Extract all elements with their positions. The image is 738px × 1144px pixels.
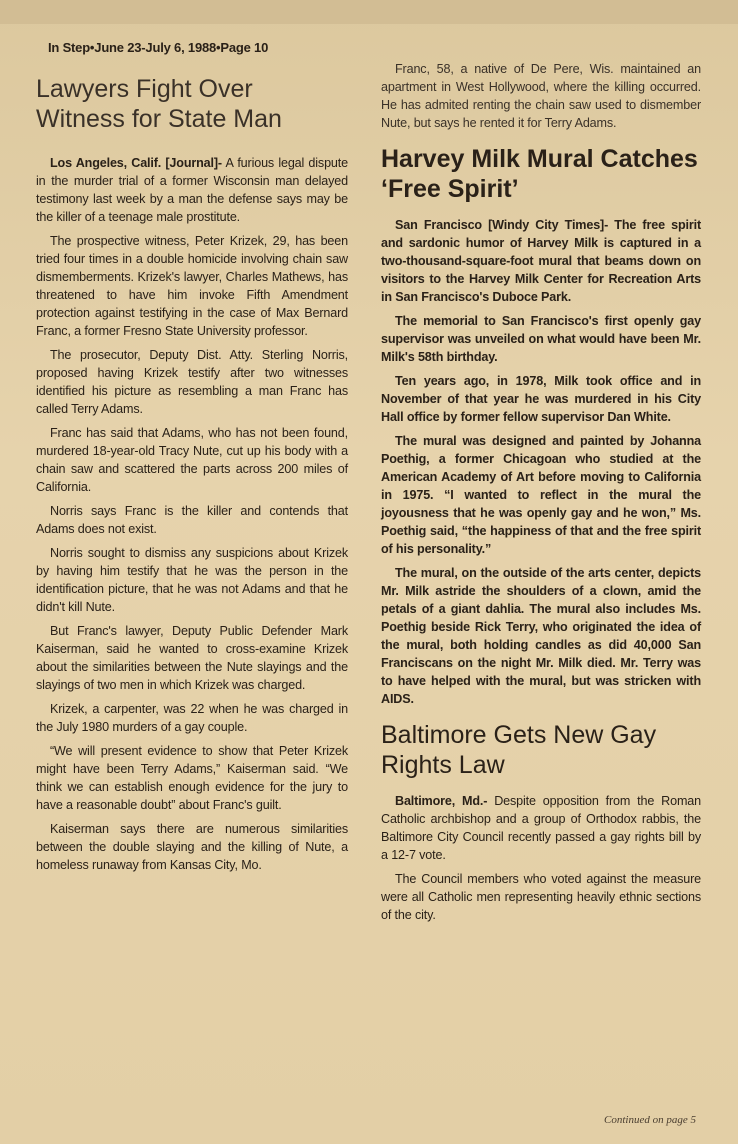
article2-headline: Harvey Milk Mural Catches ‘Free Spirit’ (381, 145, 698, 203)
article2-lead-paragraph (381, 216, 701, 306)
article1-paragraph: Norris says Franc is the killer and contends that Adams does not exist. (36, 504, 348, 536)
article1-paragraph: The prosecutor, Deputy Dist. Atty. Sterling Norris, proposed having Krizek testify after two witnesses identified his picture as resembling a man Franc has called Terry Adams. (36, 348, 348, 416)
article2-paragraph: Ten years ago, in 1978, Milk took office and in November of that year he was murdered in his City Hall office by former fellow supervisor Dan White. (381, 374, 701, 424)
continued-on-page-note: Continued on page 5 (604, 1114, 696, 1126)
article1-paragraph: Kaiserman says there are numerous similarities between the double slaying and the killing of Nute, a homeless runaway from Kansas City, Mo. (36, 822, 348, 872)
article1-paragraph: Franc has said that Adams, who has not been found, murdered 18-year-old Tracy Nute, cut up his body with a chain saw and scattered the parts across 200 miles of California. (36, 426, 348, 494)
article1-paragraph: But Franc's lawyer, Deputy Public Defender Mark Kaiserman, said he wanted to cross-examine Krizek about the similarities between the Nute slayings and the slayings of two men in which Krizek was charged. (36, 624, 348, 692)
article2-dateline: San Francisco [Windy City Times]- (395, 218, 609, 232)
article1-lead-paragraph (36, 154, 348, 226)
article1-headline: Lawyers Fight Over Witness for State Man (36, 75, 282, 133)
left-column (36, 60, 348, 880)
article1-continuation: Franc, 58, a native of De Pere, Wis. maintained an apartment in West Hollywood, where the killing occurred. He has admited renting the chain saw used to dismember Nute, but says he rented it for Terry Adams. (381, 62, 701, 130)
article2-paragraph: The mural, on the outside of the arts center, depicts Mr. Milk astride the shoulders of a clown, amid the petals of a giant dahlia. The mural also includes Ms. Poethig beside Rick Terry, who originated the idea of the mural, both holding candles as did 40,000 San Franciscans on the night Mr. Milk died. Mr. Terry was to have helped with the mural, but was stricken with AIDS. (381, 566, 701, 706)
article1-paragraph: Norris sought to dismiss any suspicions about Krizek by having him testify that he was the person in the identification picture, that he was not Adams and that he didn't kill Nute. (36, 546, 348, 614)
article1-dateline: Los Angeles, Calif. [Journal]- (50, 156, 222, 170)
page-top-edge (0, 0, 738, 24)
article3-lead-paragraph (381, 792, 701, 864)
article2-lead: The free spirit and sardonic humor of Harvey Milk is captured in a two-thousand-square-foot mural that beams down on visitors to the Harvey Milk Center for Recreation Arts in San Francisco's Duboce Park. (381, 218, 701, 304)
article1-paragraph: Krizek, a carpenter, was 22 when he was charged in the July 1980 murders of a gay couple. (36, 702, 348, 734)
right-column (381, 60, 701, 930)
article1-paragraph: “We will present evidence to show that Peter Krizek might have been Terry Adams,” Kaiserman said. “We think we can establish enough evidence for the jury to have a reasonable doubt” about Franc's guilt. (36, 744, 348, 812)
article1-body (36, 154, 348, 874)
article1-lead: A furious legal dispute in the murder trial of a former Wisconsin man delayed testimony last week by a man the defense says may be the killer of a teenage male prostitute. (36, 156, 348, 224)
article2-paragraph: The mural was designed and painted by Johanna Poethig, a former Chicagoan who studied at the American Academy of Art before moving to California in 1975. “I wanted to reflect in the mural the joyousness that he was openly gay and he won,” Ms. Poethig said, “the happiness of that and the free spirit of his personality.” (381, 434, 701, 556)
folio-line: In Step•June 23-July 6, 1988•Page 10 (48, 40, 269, 55)
article3-headline: Baltimore Gets New Gay Rights Law (381, 721, 657, 779)
article3-dateline: Baltimore, Md.- (395, 794, 488, 808)
article2-body (381, 216, 701, 708)
article2-paragraph: The memorial to San Francisco's first openly gay supervisor was unveiled on what would have been Mr. Milk's 58th birthday. (381, 314, 701, 364)
article3-body (381, 792, 701, 924)
article3-paragraph: The Council members who voted against the measure were all Catholic men representing heavily ethnic sections of the city. (381, 872, 701, 922)
article1-paragraph: The prospective witness, Peter Krizek, 29, has been tried four times in a double homicide involving chain saw dismemberments. Krizek's lawyer, Charles Mathews, has threatened to have him invoke Fifth Amendment protection against testifying in the case of Max Bernard Franc, a former Fresno State University professor. (36, 234, 348, 338)
article3-lead: Despite opposition from the Roman Catholic archbishop and a group of Orthodox rabbis, the Baltimore City Council recently passed a gay rights bill by a 12-7 vote. (381, 794, 701, 862)
